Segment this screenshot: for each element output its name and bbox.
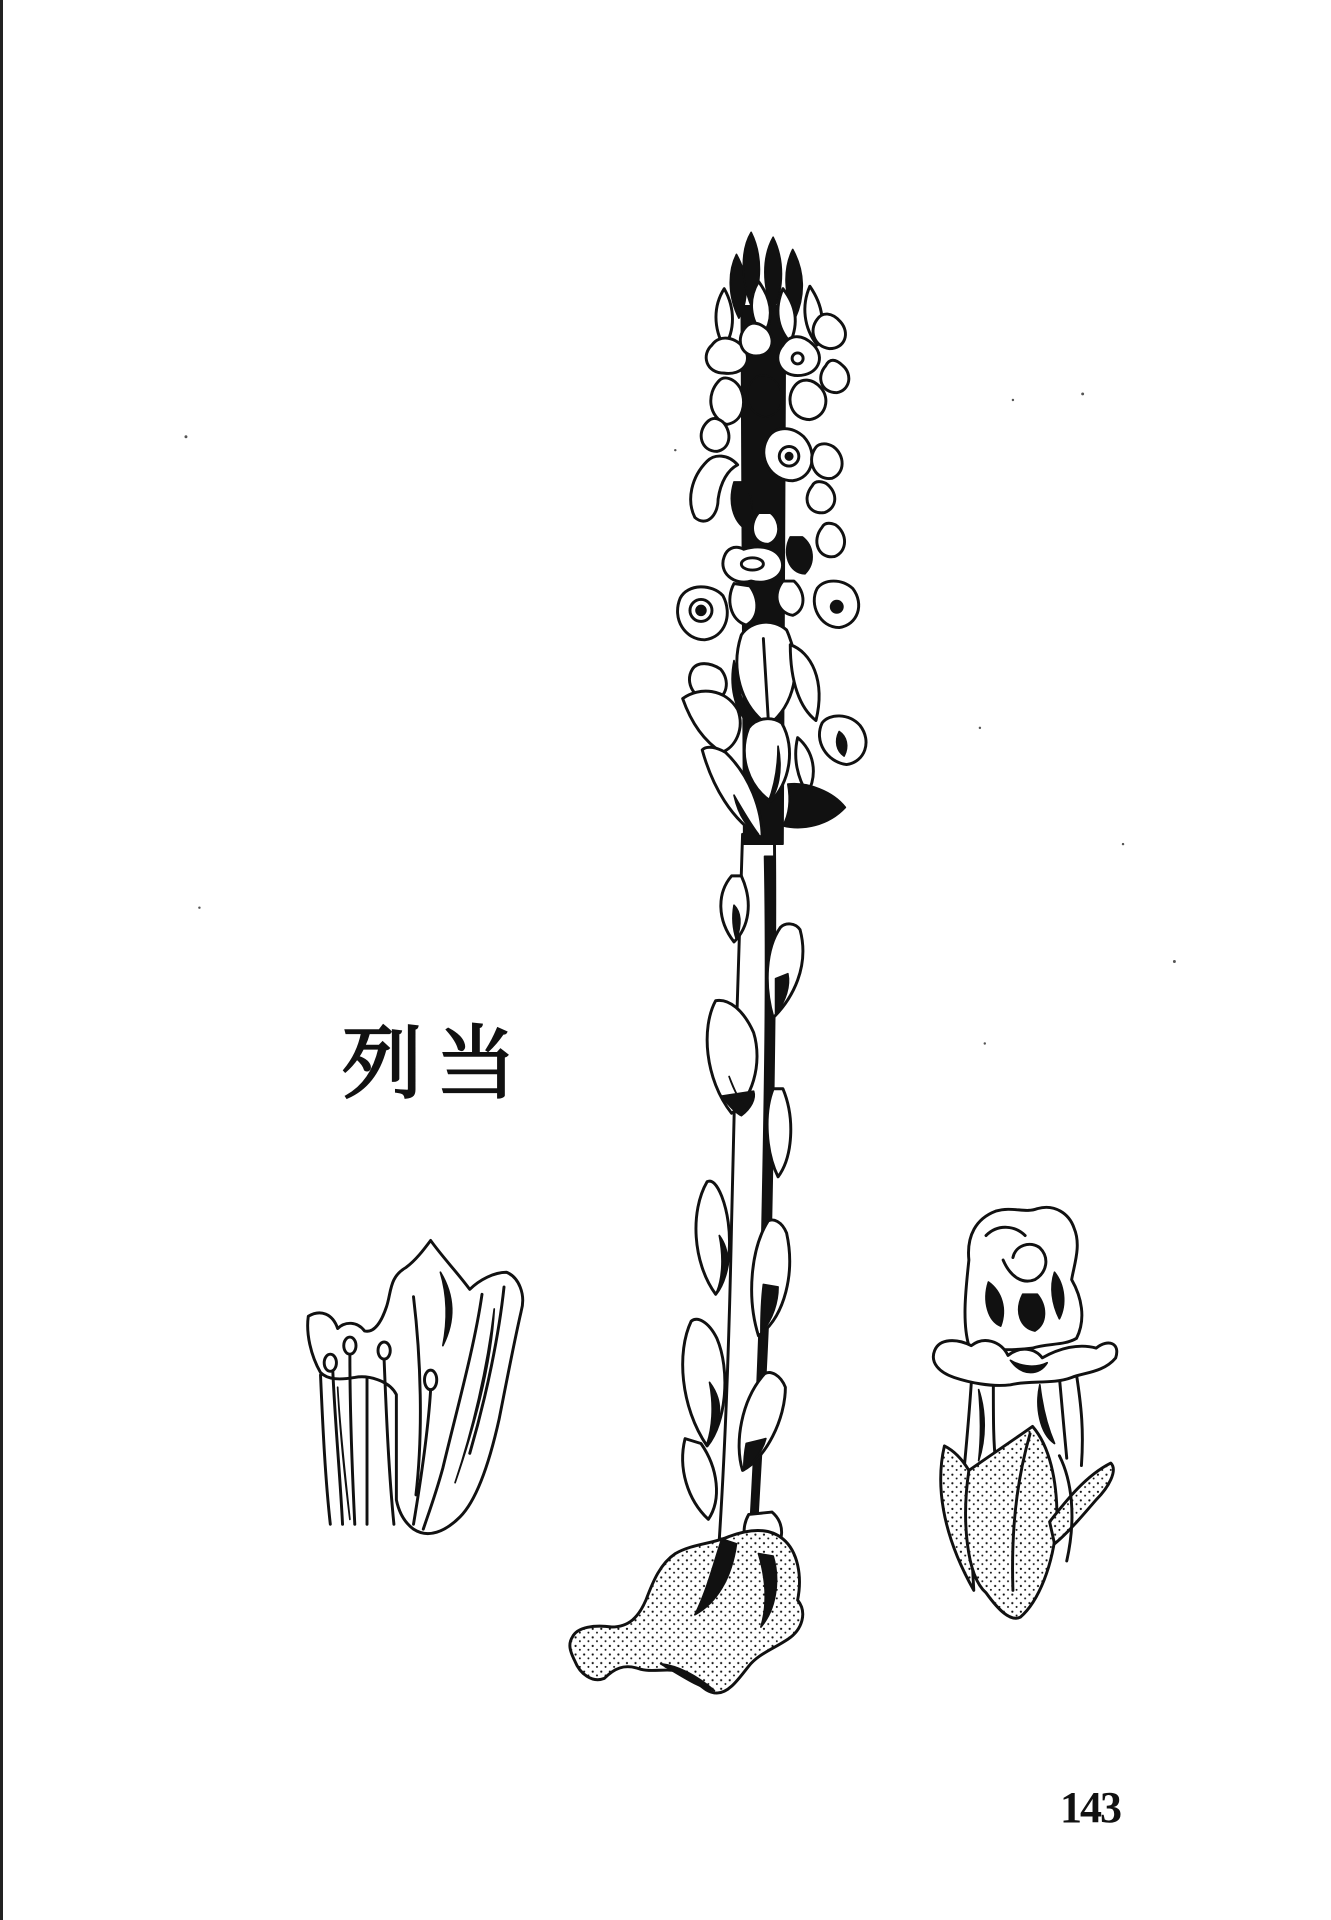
scan-speck xyxy=(1012,399,1014,401)
flower xyxy=(701,418,729,451)
flower-dissection-illustration xyxy=(308,1240,523,1533)
flower-throat-spot xyxy=(831,601,843,613)
open-flower xyxy=(723,547,783,582)
bract-shadow xyxy=(787,537,812,574)
drooping-petal xyxy=(691,456,738,521)
plant-name-title: 列当 xyxy=(342,1017,530,1110)
bract xyxy=(783,784,845,828)
anther xyxy=(378,1342,390,1359)
flower-spike xyxy=(678,232,866,844)
bract xyxy=(790,645,819,721)
pedicel-line xyxy=(964,1382,971,1470)
bract xyxy=(683,691,741,752)
stigma xyxy=(425,1370,437,1390)
anther xyxy=(324,1354,336,1371)
scan-speck xyxy=(1081,392,1084,395)
flower xyxy=(778,337,820,376)
flower xyxy=(817,523,845,557)
flower xyxy=(747,375,781,417)
scan-speck xyxy=(184,435,187,438)
flower xyxy=(777,581,803,615)
calyx-shading xyxy=(979,1390,985,1461)
filament xyxy=(321,1375,331,1524)
flower-throat-spot xyxy=(696,606,706,616)
flower xyxy=(740,323,772,356)
calyx-shading xyxy=(1038,1385,1055,1444)
flower xyxy=(790,380,826,419)
flower xyxy=(753,513,779,545)
flower xyxy=(730,584,757,626)
flower xyxy=(813,314,845,349)
flower xyxy=(807,482,835,513)
scan-speck xyxy=(1122,843,1124,845)
bract xyxy=(1050,1463,1114,1544)
filament xyxy=(350,1355,355,1524)
scan-speck xyxy=(984,1042,986,1044)
scan-speck xyxy=(979,727,981,729)
root-tuber xyxy=(570,1530,803,1693)
flower-closeup-illustration xyxy=(933,1207,1116,1618)
bract-shadow xyxy=(731,482,752,530)
scan-speck xyxy=(1173,960,1176,963)
scan-speck xyxy=(198,906,200,908)
scale-leaf xyxy=(683,1319,725,1446)
flower-throat-spot xyxy=(785,453,792,460)
pedicel-line xyxy=(1059,1377,1066,1458)
main-plant-illustration xyxy=(570,232,866,1693)
anther xyxy=(344,1337,356,1354)
scan-speck xyxy=(674,449,676,451)
page-number: 143 xyxy=(1060,1783,1120,1832)
upper-lip xyxy=(965,1207,1082,1349)
flower xyxy=(821,360,849,392)
flower xyxy=(812,444,843,479)
scale-leaf xyxy=(683,1439,717,1520)
pedicel-line xyxy=(1077,1375,1083,1466)
scan-specks xyxy=(184,392,1175,1044)
filament-shading xyxy=(338,1387,350,1519)
